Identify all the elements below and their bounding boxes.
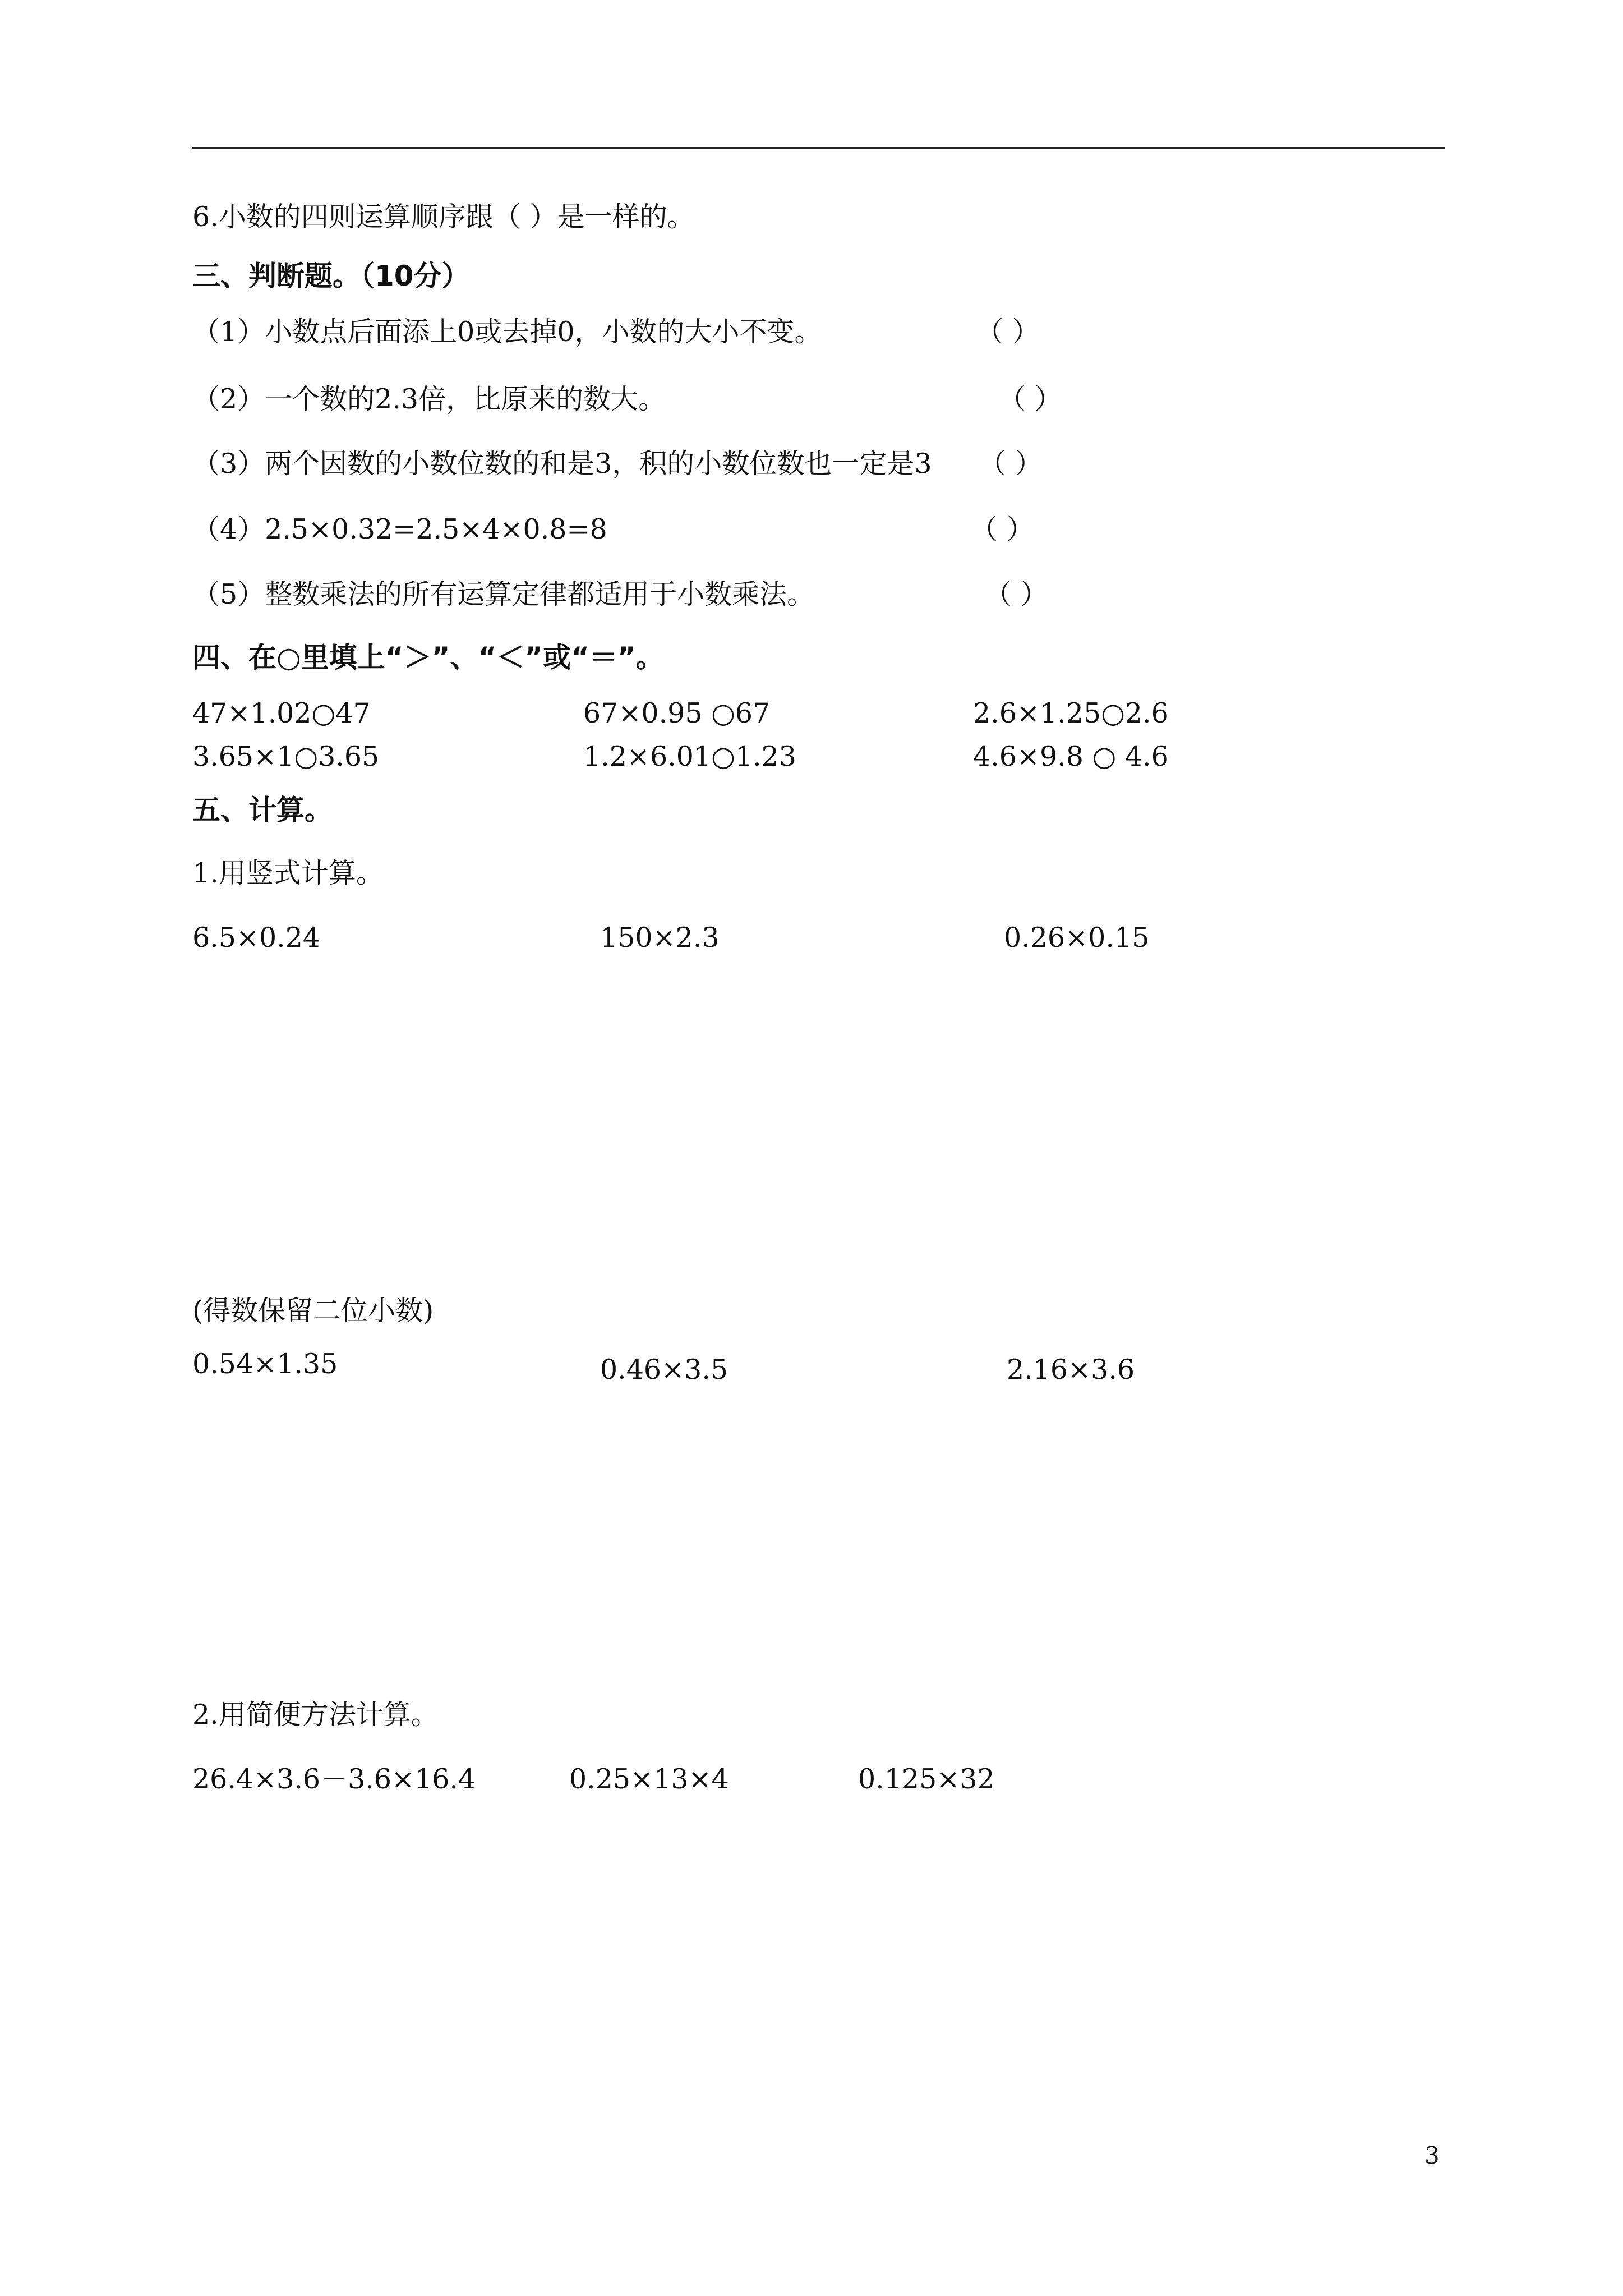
compare-item: 4.6×9.8 ○ 4.6	[973, 740, 1169, 772]
page-number: 3	[1424, 2142, 1440, 2169]
calc-item: 0.54×1.35	[192, 1348, 338, 1380]
calc-item: 0.46×3.5	[600, 1354, 728, 1386]
compare-item: 47×1.02○47	[192, 697, 371, 729]
question-6: 6.小数的四则运算顺序跟（ ）是一样的。	[192, 201, 695, 233]
simplify-item: 0.125×32	[858, 1763, 995, 1795]
judge-answer-paren-1[interactable]: （ ）	[976, 316, 1040, 348]
header-rule	[192, 147, 1445, 149]
calc-item: 2.16×3.6	[1007, 1354, 1135, 1386]
compare-item: 67×0.95 ○67	[583, 697, 771, 729]
judge-answer-paren-3[interactable]: （ ）	[979, 448, 1043, 480]
judge-answer-paren-4[interactable]: （ ）	[970, 513, 1034, 545]
judge-item-3: （3）两个因数的小数位数的和是3，积的小数位数也一定是3	[192, 448, 932, 480]
compare-item: 1.2×6.01○1.23	[583, 740, 796, 772]
compare-item: 2.6×1.25○2.6	[973, 697, 1169, 729]
part-2-label: 2.用简便方法计算。	[192, 1699, 439, 1731]
rounding-note: (得数保留二位小数)	[192, 1295, 434, 1327]
compare-item: 3.65×1○3.65	[192, 740, 380, 772]
judge-answer-paren-2[interactable]: （ ）	[998, 383, 1062, 415]
judge-item-2: （2）一个数的2.3倍，比原来的数大。	[192, 383, 666, 415]
simplify-item: 26.4×3.6－3.6×16.4	[192, 1763, 476, 1795]
section-5-title: 五、计算。	[192, 794, 333, 826]
judge-item-1: （1）小数点后面添上0或去掉0，小数的大小不变。	[192, 316, 822, 348]
calc-item: 0.26×0.15	[1004, 922, 1150, 954]
section-4-title: 四、在○里填上“＞”、“＜”或“＝”。	[192, 641, 664, 674]
judge-answer-paren-5[interactable]: （ ）	[984, 578, 1048, 610]
section-3-title: 三、判断题。（10分）	[192, 260, 470, 292]
judge-item-4: （4）2.5×0.32=2.5×4×0.8=8	[192, 513, 607, 545]
judge-item-5: （5）整数乘法的所有运算定律都适用于小数乘法。	[192, 578, 815, 610]
calc-item: 150×2.3	[600, 922, 720, 954]
simplify-item: 0.25×13×4	[569, 1763, 729, 1795]
part-1-label: 1.用竖式计算。	[192, 857, 384, 889]
calc-item: 6.5×0.24	[192, 922, 321, 954]
